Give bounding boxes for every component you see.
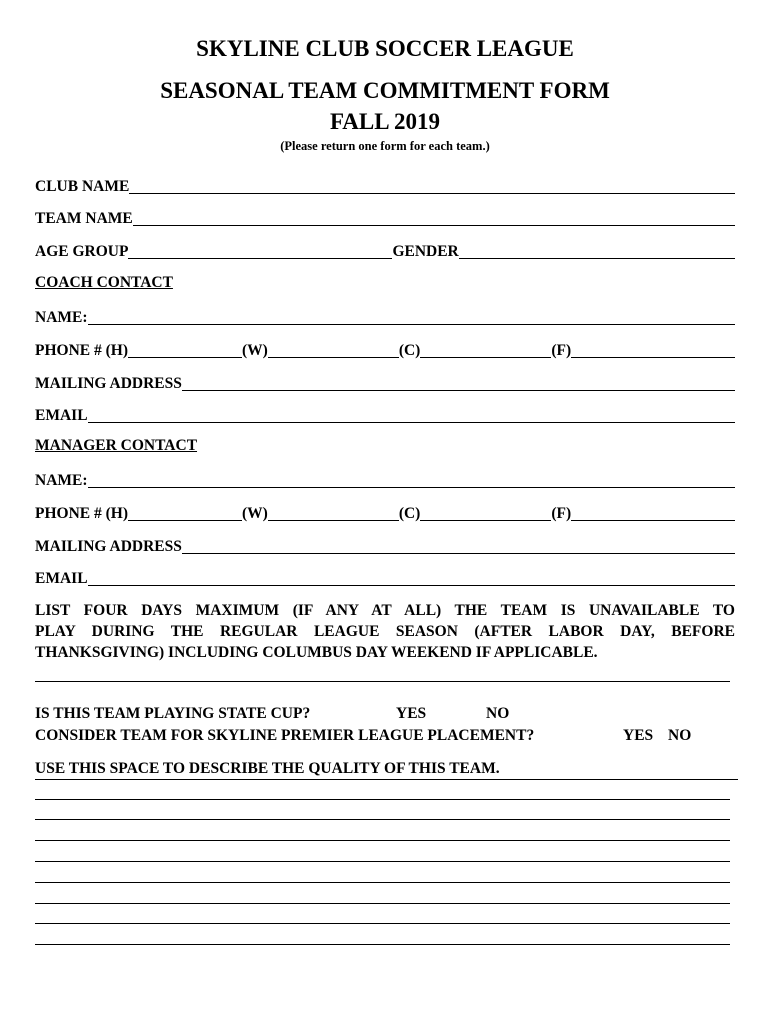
team-name-label: TEAM NAME	[35, 210, 133, 227]
age-group-field[interactable]	[128, 243, 392, 259]
coach-phone-row	[35, 340, 735, 360]
coach-name-field[interactable]	[88, 309, 735, 325]
coach-email-row	[35, 405, 735, 425]
coach-phone-h-label: PHONE # (H)	[35, 342, 128, 359]
state-cup-no[interactable]: NO	[486, 705, 510, 722]
quality-line-4[interactable]	[35, 861, 730, 862]
team-name-field[interactable]	[133, 210, 735, 226]
manager-mailing-label: MAILING ADDRESS	[35, 538, 182, 555]
coach-phone-w-label: (W)	[242, 342, 268, 359]
coach-mailing-field[interactable]	[182, 375, 735, 391]
coach-email-label: EMAIL	[35, 407, 88, 424]
unavailable-line-2: PLAY DURING THE REGULAR LEAGUE SEASON (AFTER LABOR DAY, BEFORE	[35, 623, 735, 640]
manager-name-label: NAME:	[35, 472, 88, 489]
manager-phone-f-label: (F)	[551, 505, 572, 522]
unavailable-instructions	[35, 600, 735, 663]
gender-label: GENDER	[392, 243, 459, 260]
team-name-row	[35, 208, 735, 228]
manager-name-field[interactable]	[88, 472, 735, 488]
state-cup-question: IS THIS TEAM PLAYING STATE CUP?	[35, 705, 311, 722]
coach-phone-f-field[interactable]	[571, 342, 735, 358]
manager-contact-heading: MANAGER CONTACT	[35, 437, 198, 454]
club-name-row	[35, 176, 735, 196]
age-gender-row	[35, 241, 735, 261]
manager-phone-w-field[interactable]	[268, 505, 399, 521]
league-title: SKYLINE CLUB SOCCER LEAGUE	[196, 36, 574, 61]
manager-name-row	[35, 470, 735, 490]
quality-line-8[interactable]	[35, 944, 730, 945]
coach-name-label: NAME:	[35, 309, 88, 326]
coach-name-row	[35, 307, 735, 327]
manager-email-row	[35, 568, 735, 588]
coach-phone-c-field[interactable]	[420, 342, 551, 358]
coach-mailing-label: MAILING ADDRESS	[35, 375, 182, 392]
coach-mailing-row	[35, 373, 735, 393]
manager-phone-c-field[interactable]	[420, 505, 551, 521]
quality-line-7[interactable]	[35, 923, 730, 924]
premier-no[interactable]: NO	[668, 727, 692, 744]
manager-phone-f-field[interactable]	[571, 505, 735, 521]
premier-yes[interactable]: YES	[623, 727, 654, 744]
unavailable-line-1: LIST FOUR DAYS MAXIMUM (IF ANY AT ALL) THE TEAM IS UNAVAILABLE TO	[35, 602, 735, 619]
coach-phone-h-field[interactable]	[128, 342, 242, 358]
coach-email-field[interactable]	[88, 407, 735, 423]
age-group-label: AGE GROUP	[35, 243, 129, 260]
manager-phone-h-label: PHONE # (H)	[35, 505, 128, 522]
manager-phone-c-label: (C)	[398, 505, 421, 522]
manager-email-field[interactable]	[88, 570, 735, 586]
coach-contact-heading: COACH CONTACT	[35, 274, 173, 291]
state-cup-yes[interactable]: YES	[396, 705, 427, 722]
manager-phone-row	[35, 503, 735, 523]
manager-phone-h-field[interactable]	[128, 505, 242, 521]
manager-mailing-row	[35, 536, 735, 556]
quality-line-2[interactable]	[35, 819, 730, 820]
quality-line-3[interactable]	[35, 840, 730, 841]
quality-line-5[interactable]	[35, 882, 730, 883]
gender-field[interactable]	[459, 243, 735, 259]
form-title: SEASONAL TEAM COMMITMENT FORM	[160, 78, 610, 103]
season-title: FALL 2019	[329, 109, 441, 134]
manager-email-label: EMAIL	[35, 570, 88, 587]
coach-phone-w-field[interactable]	[268, 342, 399, 358]
coach-phone-c-label: (C)	[398, 342, 421, 359]
manager-phone-w-label: (W)	[242, 505, 268, 522]
club-name-label: CLUB NAME	[35, 178, 130, 195]
form-instruction: (Please return one form for each team.)	[280, 139, 490, 153]
club-name-field[interactable]	[129, 178, 735, 194]
unavailable-line-3: THANKSGIVING) INCLUDING COLUMBUS DAY WEEKEND IF APPLICABLE.	[35, 644, 598, 661]
quality-line-1[interactable]	[35, 799, 730, 800]
unavailable-days-field[interactable]	[35, 681, 730, 682]
manager-mailing-field[interactable]	[182, 538, 735, 554]
premier-question: CONSIDER TEAM FOR SKYLINE PREMIER LEAGUE PLACEMENT?	[35, 727, 535, 744]
quality-top-rule	[35, 779, 738, 780]
quality-prompt: USE THIS SPACE TO DESCRIBE THE QUALITY OF THIS TEAM.	[35, 760, 500, 777]
quality-line-6[interactable]	[35, 903, 730, 904]
coach-phone-f-label: (F)	[551, 342, 572, 359]
